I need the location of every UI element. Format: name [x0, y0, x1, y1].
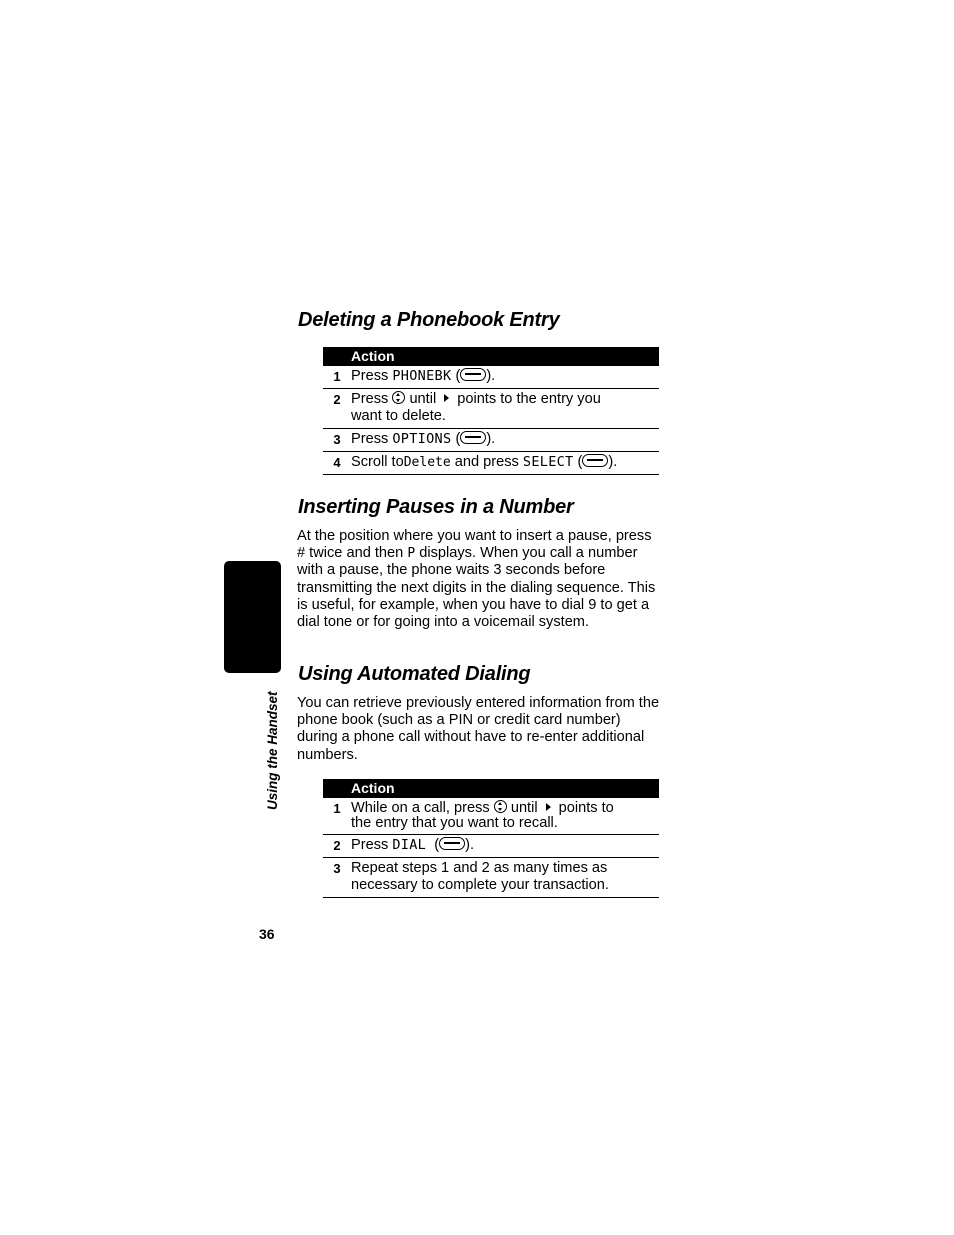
table-row: [323, 798, 659, 835]
step-number: 2: [323, 835, 351, 858]
step-text: Press until points to the entry you want to delete.: [351, 389, 659, 429]
display-key-label: DIAL: [392, 837, 427, 853]
step-text: Repeat steps 1 and 2 as many times as necessary to complete your transaction.: [351, 858, 659, 898]
pointer-triangle-icon: [444, 394, 449, 402]
step-number: 3: [323, 429, 351, 452]
step-number: 3: [323, 858, 351, 898]
step-number: 1: [323, 366, 351, 389]
navigation-key-icon: [392, 391, 405, 404]
table-row: [323, 429, 659, 452]
table-row: [323, 835, 659, 858]
pauses-paragraph: At the position where you want to insert a pause, press # twice and then P displays. When you call a number with a pause, the phone waits 3 seconds before transmitting the next digits in the dialing sequence. This is useful, for example, when you have to dial 9 to get a dial tone or for going into a voicemail system.: [297, 528, 656, 631]
section-title-automated: Using Automated Dialing: [298, 663, 531, 685]
chapter-tab: [224, 561, 281, 673]
step-text: Press DIAL ( ).: [351, 835, 659, 858]
table-row: [323, 366, 659, 389]
soft-key-icon: [460, 368, 486, 381]
soft-key-icon: [460, 431, 486, 444]
step-text: Press PHONEBK ( ).: [351, 366, 659, 389]
deleting-action-table: [323, 347, 659, 475]
navigation-key-icon: [494, 800, 507, 813]
pointer-triangle-icon: [546, 803, 551, 811]
pause-character: P: [407, 546, 416, 562]
display-key-label: OPTIONS: [392, 431, 452, 447]
table-row: [323, 858, 659, 898]
section-title-deleting: Deleting a Phonebook Entry: [298, 309, 560, 331]
automated-action-table: [323, 779, 659, 898]
menu-item-label: Delete: [403, 455, 451, 470]
page-number: 36: [259, 926, 275, 942]
step-number: 2: [323, 389, 351, 429]
table-header: Action: [351, 779, 659, 798]
step-number: 1: [323, 798, 351, 835]
soft-key-icon: [439, 837, 465, 850]
display-key-label: PHONEBK: [392, 368, 452, 384]
step-text: Scroll toDelete and press SELECT ( ).: [351, 452, 659, 475]
section-title-pauses: Inserting Pauses in a Number: [298, 496, 574, 518]
display-key-label: SELECT: [522, 454, 574, 470]
table-row: [323, 389, 659, 429]
automated-paragraph: You can retrieve previously entered information from the phone book (such as a PIN or credit card number) during a phone call without have to re-enter additional numbers.: [297, 695, 660, 763]
step-number: 4: [323, 452, 351, 475]
chapter-label: Using the Handset: [265, 691, 280, 810]
table-header: Action: [351, 347, 659, 366]
step-text: While on a call, press until points to the entry that you want to recall.: [351, 798, 659, 835]
step-text: Press OPTIONS ( ).: [351, 429, 659, 452]
table-row: [323, 452, 659, 475]
soft-key-icon: [582, 454, 608, 467]
